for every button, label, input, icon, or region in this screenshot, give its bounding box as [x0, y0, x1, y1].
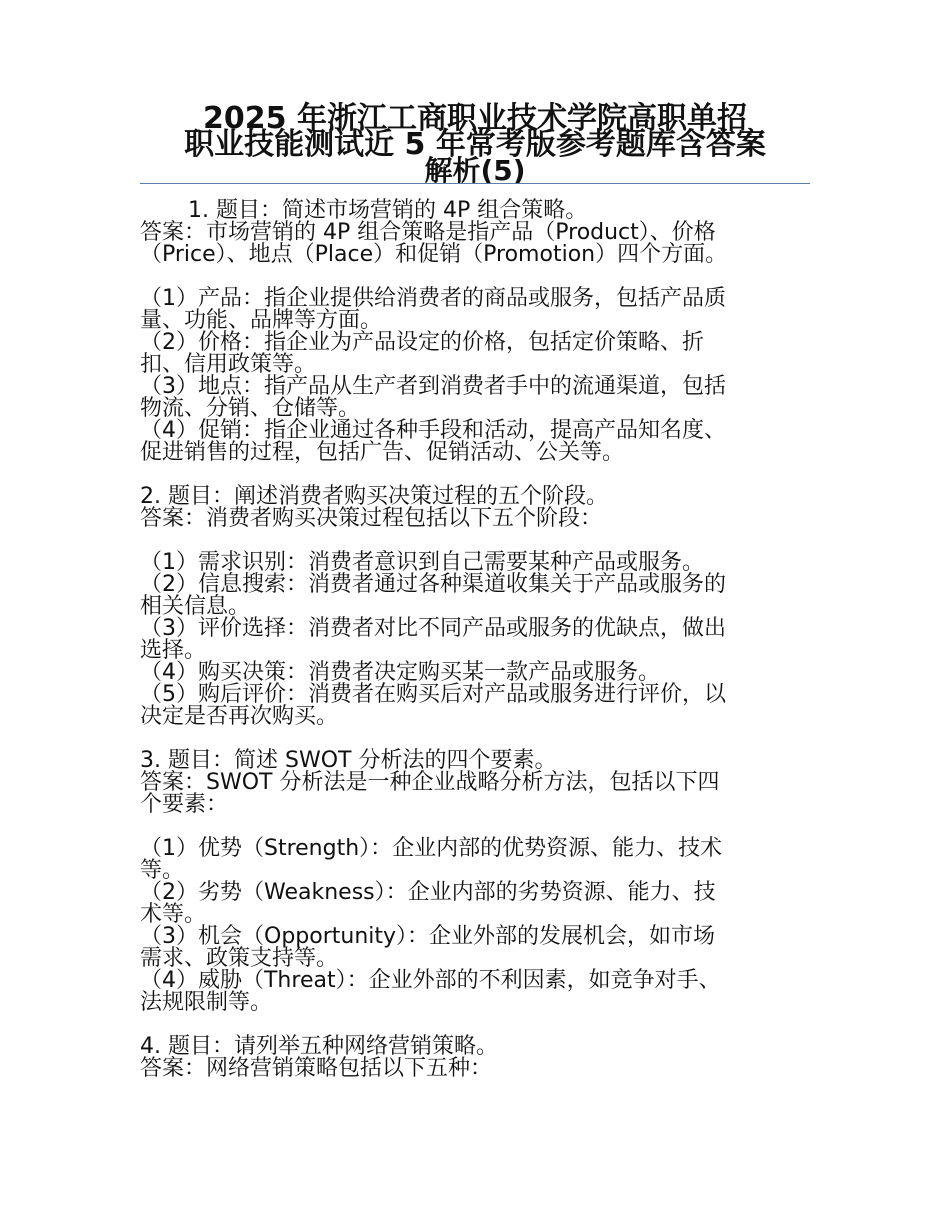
answer-4-line-1: 答案：网络营销策略包括以下五种：	[140, 1056, 493, 1081]
title-divider	[140, 183, 810, 184]
document-body	[140, 200, 805, 1080]
title-line-2: 职业技能测试近 5 年常考版参考题库含答案	[184, 127, 766, 162]
question-1-text: 1. 题目：简述市场营销的 4P 组合策略。	[188, 198, 588, 223]
answer-1-item: 物流、分销、仓储等。	[140, 396, 361, 421]
answer-1-item: （1）产品：指企业提供给消费者的商品或服务，包括产品质	[140, 286, 726, 311]
question-4	[140, 1036, 805, 1080]
answer-3-item: 术等。	[140, 902, 207, 927]
answer-2-item: 决定是否再次购买。	[140, 704, 339, 729]
answer-2-item: （3）评价选择：消费者对比不同产品或服务的优缺点，做出	[140, 616, 726, 641]
question-3	[140, 750, 805, 1014]
answer-1-item: 促进销售的过程，包括广告、促销活动、公关等。	[140, 440, 625, 465]
answer-3-item: （4）威胁（Threat）：企业外部的不利因素，如竞争对手、	[140, 968, 721, 993]
answer-1-item: 量、功能、品牌等方面。	[140, 308, 383, 333]
answer-2-item: 选择。	[140, 638, 207, 663]
answer-2-item: 相关信息。	[140, 594, 251, 619]
answer-1-item: （2）价格：指企业为产品设定的价格，包括定价策略、折	[140, 330, 704, 355]
answer-1-item: （3）地点：指产品从生产者到消费者手中的流通渠道，包括	[140, 374, 726, 399]
question-4-text: 4. 题目：请列举五种网络营销策略。	[140, 1034, 498, 1059]
question-1	[140, 200, 805, 464]
answer-3-item: 需求、政策支持等。	[140, 946, 339, 971]
answer-2-item: （1）需求识别：消费者意识到自己需要某种产品或服务。	[140, 550, 704, 575]
title-line-3: 解析(5)	[424, 154, 526, 187]
answer-3-item: （3）机会（Opportunity）：企业外部的发展机会，如市场	[140, 924, 716, 949]
title-line-1: 2025 年浙江工商职业技术学院高职单招	[203, 101, 747, 136]
question-3-text: 3. 题目：简述 SWOT 分析法的四个要素。	[140, 748, 557, 773]
question-2-text: 2. 题目：阐述消费者购买决策过程的五个阶段。	[140, 484, 608, 509]
answer-2-line-1: 答案：消费者购买决策过程包括以下五个阶段：	[140, 506, 603, 531]
answer-3-item: （1）优势（Strength）：企业内部的优势资源、能力、技术	[140, 836, 723, 861]
answer-3-item: （2）劣势（Weakness）：企业内部的劣势资源、能力、技	[140, 880, 716, 905]
document-title	[140, 101, 810, 187]
answer-1-item: 扣、信用政策等。	[140, 352, 317, 377]
answer-3-item: 法规限制等。	[140, 990, 273, 1015]
answer-3-item: 等。	[140, 858, 185, 883]
answer-2-item: （5）购后评价：消费者在购买后对产品或服务进行评价，以	[140, 682, 726, 707]
answer-1-item: （4）促销：指企业通过各种手段和活动，提高产品知名度、	[140, 418, 726, 443]
answer-3-line-1: 答案：SWOT 分析法是一种企业战略分析方法，包括以下四	[140, 770, 720, 795]
answer-1-line-2: （Price）、地点（Place）和促销（Promotion）四个方面。	[140, 242, 728, 267]
answer-3-line-2: 个要素：	[140, 792, 229, 817]
answer-1-line-1: 答案：市场营销的 4P 组合策略是指产品（Product）、价格	[140, 220, 716, 245]
answer-2-item: （2）信息搜索：消费者通过各种渠道收集关于产品或服务的	[140, 572, 726, 597]
question-2	[140, 486, 805, 728]
answer-2-item: （4）购买决策：消费者决定购买某一款产品或服务。	[140, 660, 660, 685]
